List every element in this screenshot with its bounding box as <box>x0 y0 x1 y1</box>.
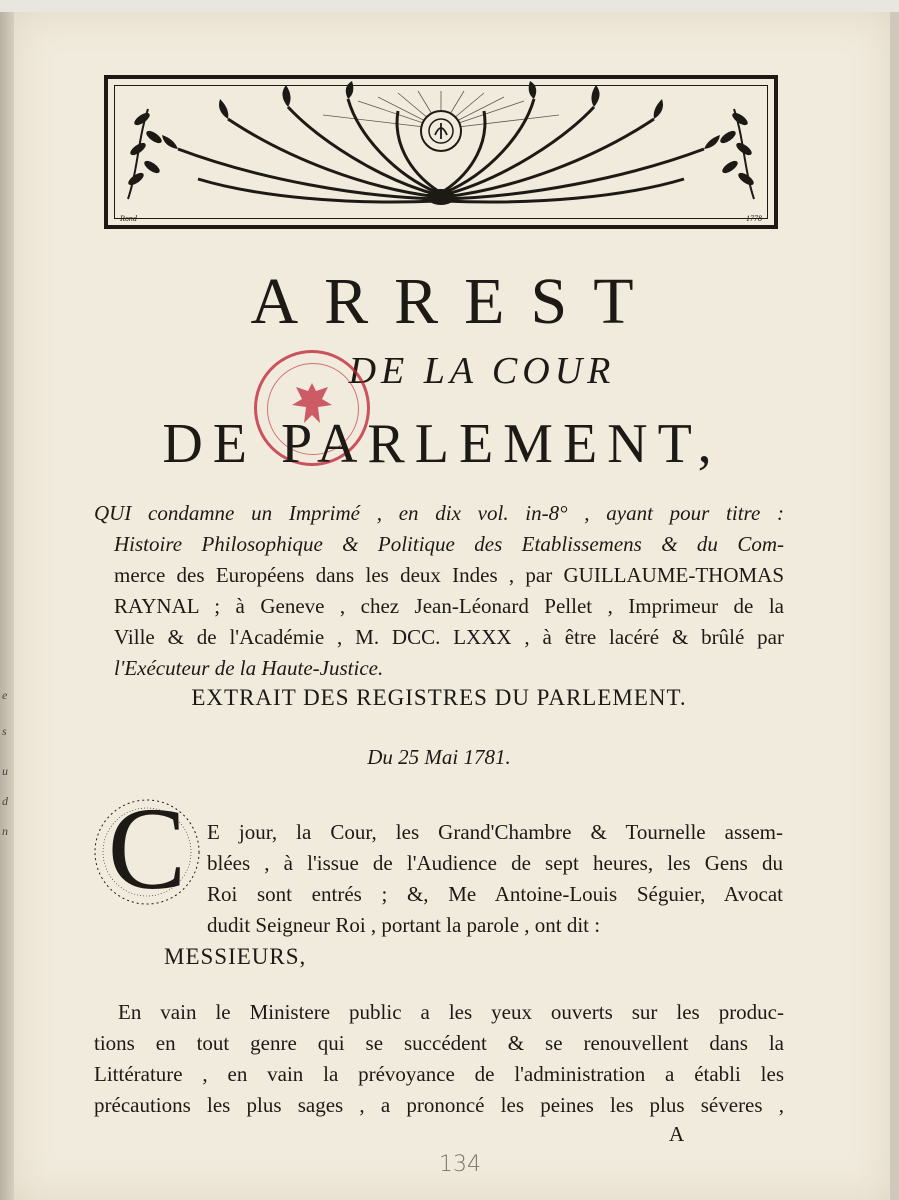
body-paragraph <box>94 997 784 1121</box>
summary-line: QUI condamne un Imprimé , en dix vol. in-8° , ayant pour titre : <box>94 501 784 525</box>
summary-line: merce des Européens dans les deux Indes , par GUILLAUME-THOMAS <box>114 563 784 587</box>
adjacent-page-edge <box>0 12 14 1200</box>
margin-letter: d <box>2 794 8 808</box>
margin-letter: u <box>2 764 8 778</box>
body-line: tions en tout genre qui se succédent & se renouvellent dans la <box>94 1031 784 1055</box>
title-de-la-cour: DE LA COUR <box>348 350 616 392</box>
decree-summary <box>94 498 784 684</box>
opening-paragraph <box>207 817 783 941</box>
engraving-date: 1778 <box>746 214 762 223</box>
opening-line: dudit Seigneur Roi , portant la parole , ont dit : <box>207 913 601 937</box>
margin-letter: e <box>2 688 8 702</box>
document-page <box>14 12 890 1200</box>
extract-heading: EXTRAIT DES REGISTRES DU PARLEMENT. <box>191 685 687 710</box>
date-line: Du 25 Mai 1781. <box>367 745 511 769</box>
body-line: Littérature , en vain la prévoyance de l'administration a établi les <box>94 1062 784 1086</box>
folio-number: 134 <box>439 1152 481 1177</box>
summary-line: l'Exécuteur de la Haute-Justice. <box>114 656 384 680</box>
drop-cap-letter: C <box>107 783 187 914</box>
title-arrest: ARREST <box>250 265 660 338</box>
summary-line: Ville & de l'Académie , M. DCC. LXXX , à être lacéré & brûlé par <box>114 625 784 649</box>
headpiece-engraving <box>108 79 774 225</box>
body-line: précautions les plus sages , a prononcé les peines les plus séveres , <box>94 1093 784 1117</box>
title-de-parlement: DE PARLEMENT, <box>162 413 722 475</box>
opening-line: Roi sont entrés ; &, Me Antoine-Louis Séguier, Avocat <box>207 882 783 906</box>
margin-letter: s <box>2 724 7 738</box>
drop-cap <box>92 783 202 914</box>
page-edge-right <box>890 12 899 1200</box>
engraver-signature: Rond <box>120 214 137 223</box>
body-line: En vain le Ministere public a les yeux ouverts sur les produc- <box>118 1000 784 1024</box>
address-messieurs: MESSIEURS, <box>164 944 307 969</box>
opening-line: E jour, la Cour, les Grand'Chambre & Tournelle assem- <box>207 820 783 844</box>
margin-letter: n <box>2 824 8 838</box>
ornamental-headpiece <box>104 75 778 229</box>
summary-line: Histoire Philosophique & Politique des Etablissemens & du Com- <box>114 532 784 556</box>
signature-mark: A <box>669 1122 685 1146</box>
top-strip <box>0 0 899 12</box>
summary-line: RAYNAL ; à Geneve , chez Jean-Léonard Pellet , Imprimeur de la <box>114 594 784 618</box>
opening-line: blées , à l'issue de l'Audience de sept heures, les Gens du <box>207 851 783 875</box>
